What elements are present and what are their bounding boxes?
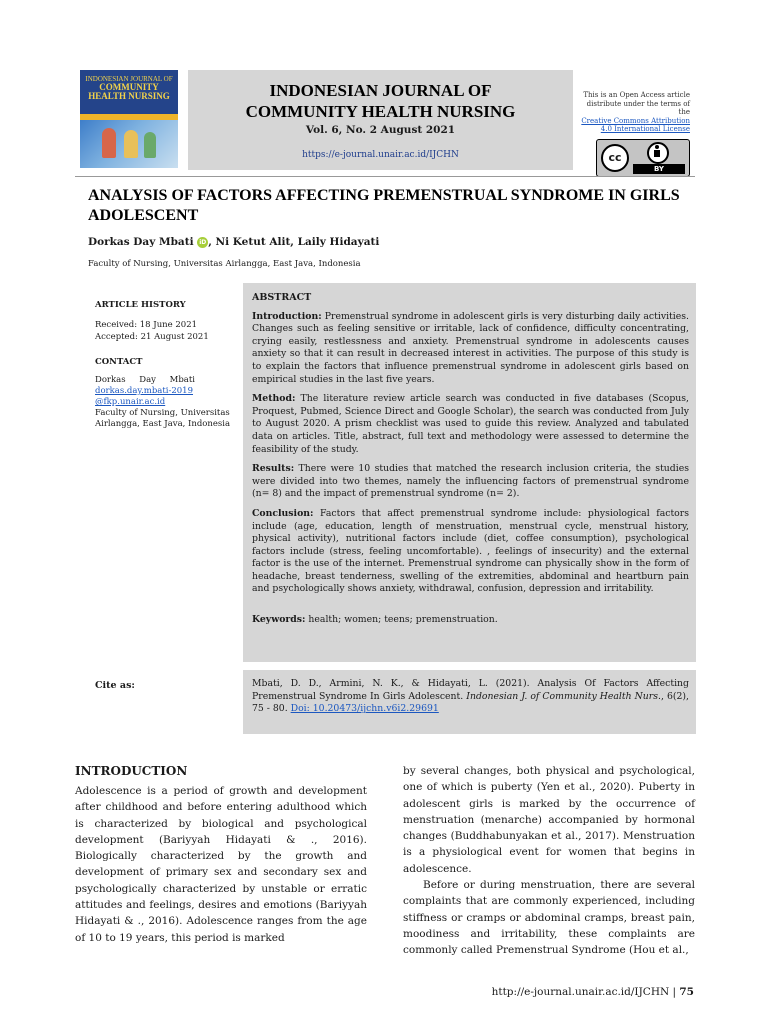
citation-tail: , 6(2), 75 - 80. <box>252 690 689 715</box>
body-column-right <box>403 763 695 959</box>
conclusion-label: Conclusion: <box>252 507 314 519</box>
citation-text <box>252 678 689 716</box>
accepted-date: Accepted: 21 August 2021 <box>95 332 209 342</box>
intro-paragraph-2: by several changes, both physical and psychological, one of which is puberty (Yen et al., 2020). Puberty in adolescent girls is marked by the occurrence of menstruation (menarche) accompanied by hormonal changes (Buddhabunyakan et al., 2017). Menstruation is a physiological event for women that begins in adolescence. <box>403 765 695 875</box>
cc-icon: cc <box>601 144 629 172</box>
abstract-box <box>243 283 696 662</box>
journal-title-text: INDONESIAN JOURNAL OF COMMUNITY HEALTH NURSING <box>245 81 516 121</box>
results-label: Results: <box>252 463 295 475</box>
intro-paragraph-3: Before or during menstruation, there are several complaints that are commonly experienced, including stiffness or cramps or abdominal cramps, breast pain, moodiness and irritability, these complaints are commonly called Premenstrual Syndrome (Hou et al., <box>403 879 695 957</box>
by-label: BY <box>633 164 685 174</box>
cc-by-badge[interactable] <box>596 139 690 177</box>
abstract-conclusion <box>252 508 689 596</box>
intro-label: Introduction: <box>252 310 322 322</box>
header-divider <box>75 176 695 177</box>
page-footer <box>492 986 694 998</box>
cover-figure <box>102 128 116 158</box>
results-text: There were 10 studies that matched the research inclusion criteria, the studies were divided into two themes, namely the influencing factors of premenstrual syndrome (n= 8) and the impact of premenstrual syndrome (n= 2). <box>252 463 689 500</box>
orcid-icon[interactable]: iD <box>199 239 207 246</box>
authors-rest: , Ni Ketut Alit, Laily Hidayati <box>208 236 380 248</box>
journal-url[interactable]: https://e-journal.unair.ac.id/IJCHN <box>302 150 459 160</box>
license-notice <box>580 91 690 134</box>
by-icon <box>633 142 685 174</box>
introduction-heading: INTRODUCTION <box>75 764 188 778</box>
citation-journal: Indonesian J. of Community Health Nurs. <box>466 690 661 702</box>
license-line-1: This is an Open Access article <box>583 91 690 99</box>
received-date: Received: 18 June 2021 <box>95 320 198 330</box>
article-title: ANALYSIS OF FACTORS AFFECTING PREMENSTRUAL SYNDROME IN GIRLS ADOLESCENT <box>88 187 680 224</box>
method-text: The literature review article search was conducted in five databases (Scopus, Proquest, Pubmed, Science Direct and Google Scholar), the search was conducted from July to August 2020. A prism checklist was used to guide this review. Analyzed and tabulated data on articles. Title, abstract, full text and methodology were assessed to determine the feasibility of the study. <box>252 393 689 455</box>
author-first: Dorkas Day Mbati <box>88 236 194 248</box>
contact-heading: CONTACT <box>95 357 143 367</box>
cover-figure <box>124 130 138 158</box>
license-line-2: distribute under the terms of the <box>586 99 690 116</box>
cover-figure <box>144 132 156 158</box>
intro-text: Premenstrual syndrome in adolescent girls is very disturbing daily activities. Changes such as feeling sensitive or irritable, lack of confidence, difficulty concentrating, crying easily, restlessness and anxiety. Premenstrual syndrome in adolescents causes anxiety so that it can result in decreased interest in activities. The purpose of this study is to explain the factors that influence premenstrual syndrome in adolescent girls based on empirical studies in the last five years. <box>252 310 689 385</box>
abstract-introduction <box>252 311 689 387</box>
method-label: Method: <box>252 393 296 405</box>
keywords-label: Keywords: <box>252 614 306 626</box>
page-number: 75 <box>679 986 694 998</box>
contact-affiliation: Faculty of Nursing, Universitas Airlangga, East Java, Indonesia <box>95 408 231 429</box>
journal-title <box>188 80 573 122</box>
keywords-text: health; women; teens; premenstruation. <box>305 614 498 626</box>
body-column-left <box>75 783 367 946</box>
cover-title-small: INDONESIAN JOURNAL OF <box>85 75 173 83</box>
doi-link[interactable]: Doi: 10.20473/ijchn.v6i2.29691 <box>290 703 439 715</box>
abstract-heading: ABSTRACT <box>252 292 312 303</box>
contact-name: Dorkas Day Mbati <box>95 375 195 385</box>
journal-cover-image <box>80 70 178 168</box>
person-head <box>655 145 659 149</box>
journal-header <box>188 70 573 170</box>
footer-url[interactable]: http://e-journal.unair.ac.id/IJCHN | <box>491 986 680 998</box>
journal-volume: Vol. 6, No. 2 August 2021 <box>305 124 456 136</box>
author-list <box>88 236 379 248</box>
citation-box <box>243 670 696 734</box>
affiliation: Faculty of Nursing, Universitas Airlangga, East Java, Indonesia <box>88 259 361 269</box>
abstract-keywords <box>252 614 689 627</box>
abstract-results <box>252 463 689 501</box>
abstract-method <box>252 393 689 456</box>
person-body <box>654 150 660 157</box>
article-history-heading: ARTICLE HISTORY <box>95 300 186 310</box>
license-link[interactable]: Creative Commons Attribution 4.0 International License <box>581 116 690 133</box>
intro-paragraph-1: Adolescence is a period of growth and development after childhood and before entering adulthood which is characterized by biological and psychological development (Bariyyah Hidayati & ., 2016). Biologically characterized by the growth and development of primary sex and secondary sex and psychologically characterized by unstable or erratic attitudes and feelings, desires and emotions (Bariyyah Hidayati & ., 2016). Adolescence ranges from the age of 10 to 19 years, this period is marked <box>75 785 367 944</box>
cite-as-label: Cite as: <box>95 680 135 691</box>
abstract-content <box>252 292 689 634</box>
cover-title-big: COMMUNITY HEALTH NURSING <box>88 82 170 101</box>
conclusion-text: Factors that affect premenstrual syndrome include: physiological factors include (age, education, length of menstruation, menstrual cycle, menstrual history, physical activity), nutritional factors include (diet, coffee consumption), psychological factors include (stress, feeling uncomfortable). , feelings of insecurity) and the external factor is the use of the internet. Premenstrual syndrome can physically show in the form of headache, breast tenderness, swelling of the extremities, abdominal and heartburn pain and psychologically shows anxiety, withdrawal, confusion, depression and irritability. <box>252 507 689 595</box>
citation-main: Mbati, D. D., Armini, N. K., & Hidayati, L. (2021). Analysis Of Factors Affecting Premenstrual Syndrome In Girls Adolescent. <box>252 678 689 702</box>
contact-email[interactable]: dorkas.day.mbati-2019@fkp.unair.ac.id <box>95 386 193 407</box>
